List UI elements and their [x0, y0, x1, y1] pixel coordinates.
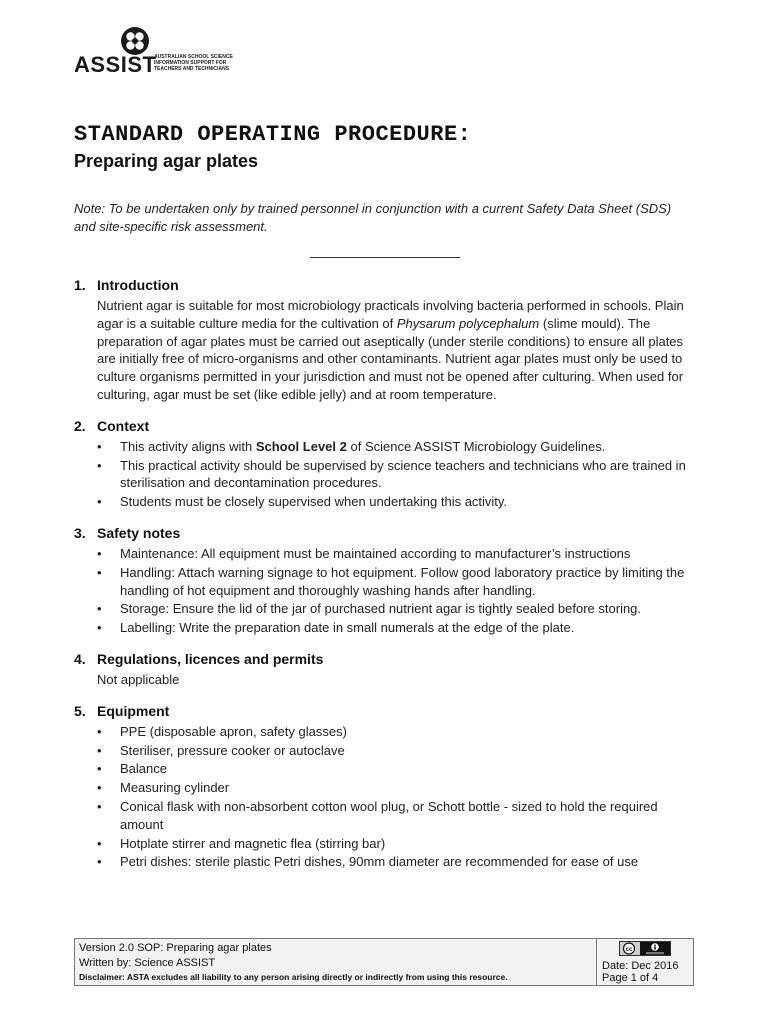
list-item: • Students must be closely supervised when undertaking this activity. — [97, 493, 694, 511]
section-heading: 4. Regulations, licences and permits — [74, 650, 324, 667]
list-item: • Storage: Ensure the lid of the jar of purchased nutrient agar is tightly sealed before storing. — [97, 600, 694, 618]
section-context — [74, 416, 694, 511]
list-item: • Measuring cylinder — [97, 779, 694, 797]
species-name: Physarum polycephalum — [396, 315, 540, 331]
footer-page-number: Page 1 of 4 — [602, 972, 659, 984]
section-heading: 3. Safety notes — [74, 524, 181, 541]
section-heading: 2. Context — [74, 417, 150, 434]
footer-author: Written by: Science ASSIST — [79, 957, 216, 969]
section-paragraph: Nutrient agar is suitable for most microbiology practicals involving bacteria performed in schools. Plain agar is a suitable culture media for the cultivation of Physarum polycephalum (slime mould). The preparation of agar plates must be carried out aseptically (under sterile conditions) to ensure all plates are initially free of micro-organisms and other contaminants. Nutrient agar plates must only be used to culture organisms permitted in your jurisdiction and must not be opened after culturing. When used for culturing, agar must be set (like edible jelly) and at room temperature. — [97, 298, 684, 402]
list-item: • Maintenance: All equipment must be maintained according to manufacturer’s instructions — [97, 545, 694, 563]
cc-by-icon — [619, 941, 671, 956]
safety-note: Note: To be undertaken only by trained personnel in conjunction with a current Safety Data Sheet (SDS) and site-specific risk assessment. — [74, 201, 672, 234]
bullet-list — [74, 438, 694, 511]
list-item: • Conical flask with non-absorbent cotton wool plug, or Schott bottle - sized to hold the required amount — [97, 798, 694, 834]
footer-info — [79, 941, 589, 983]
assist-logo — [74, 26, 234, 76]
list-item: • Petri dishes: sterile plastic Petri dishes, 90mm diameter are recommended for ease of use — [97, 853, 694, 871]
divider — [310, 257, 460, 258]
logo-tagline: AUSTRALIAN SCHOOL SCIENCE INFORMATION SUPPORT FOR TEACHERS AND TECHNICIANS — [154, 54, 233, 72]
section-paragraph: Not applicable — [97, 671, 180, 687]
section-introduction — [74, 275, 694, 404]
list-item: • Labelling: Write the preparation date in small numerals at the edge of the plate. — [97, 619, 694, 637]
footer-version: Version 2.0 SOP: Preparing agar plates — [79, 942, 272, 954]
list-item: • Handling: Attach warning signage to hot equipment. Follow good laboratory practice by limiting the handling of hot equipment and thoroughly washing hands after handling. — [97, 564, 694, 600]
list-item: • Balance — [97, 760, 694, 778]
document-body — [74, 275, 694, 883]
footer-meta — [596, 939, 693, 985]
list-item: • This practical activity should be supervised by science teachers and technicians who are trained in sterilisation and decontamination procedures. — [97, 457, 694, 493]
document-title: STANDARD OPERATING PROCEDURE: — [74, 122, 472, 147]
document-subtitle: Preparing agar plates — [74, 151, 259, 171]
section-regulations — [74, 649, 694, 689]
section-equipment — [74, 701, 694, 871]
bullet-list — [74, 723, 694, 871]
svg-text:cc: cc — [625, 947, 633, 953]
section-safety-notes — [74, 523, 694, 637]
footer-date: Date: Dec 2016 — [602, 960, 679, 972]
section-heading: 5. Equipment — [74, 702, 170, 719]
logo-wordmark: ASSIST — [74, 52, 157, 77]
section-heading: 1. Introduction — [74, 277, 179, 293]
list-item: • Hotplate stirrer and magnetic flea (stirring bar) — [97, 835, 694, 853]
bullet-list — [74, 545, 694, 637]
footer-disclaimer: Disclaimer: ASTA excludes all liability to any person arising directly or indirectly from using this resource. — [79, 972, 508, 982]
list-item: • PPE (disposable apron, safety glasses) — [97, 723, 694, 741]
list-item: • Steriliser, pressure cooker or autoclave — [97, 742, 694, 760]
page-footer — [74, 938, 694, 986]
list-item: • This activity aligns with School Level 2 of Science ASSIST Microbiology Guidelines. — [97, 438, 694, 456]
